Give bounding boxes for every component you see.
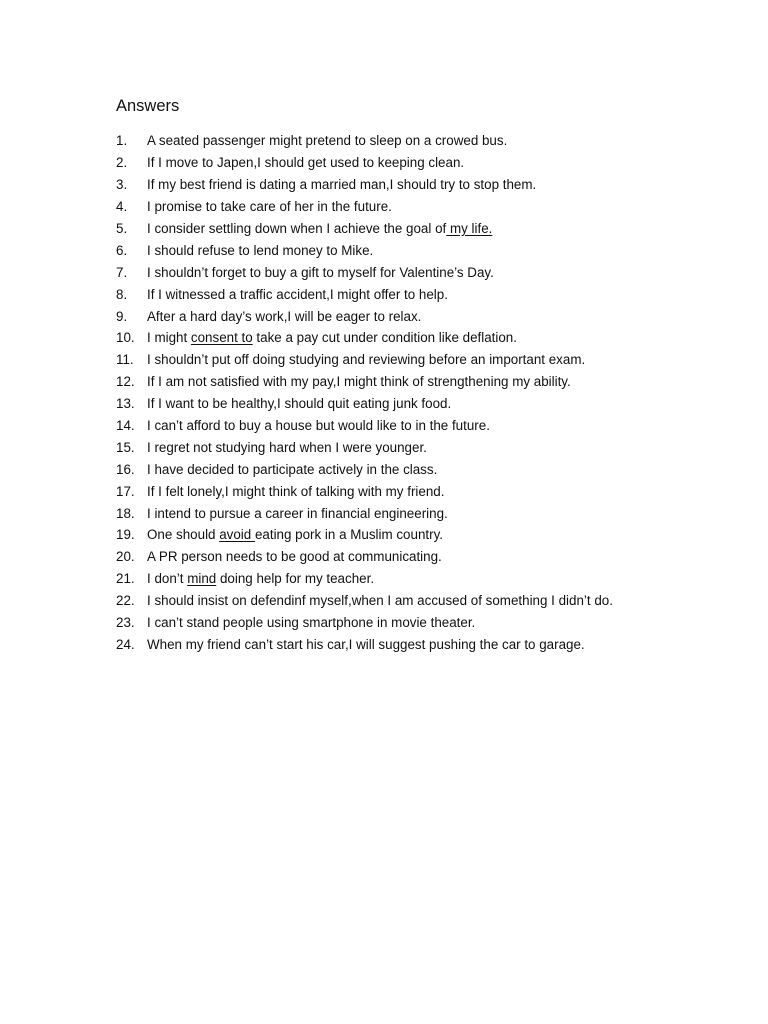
answer-item [116,502,736,524]
answer-item [116,436,736,458]
answer-number: 20. [116,549,135,565]
answer-text-segment: I can’t afford to buy a house but would like to in the future. [147,418,490,434]
answer-text-segment: take a pay cut under condition like deflation. [252,330,517,346]
answer-number: 18. [116,505,135,521]
answer-text-segment: A seated passenger might pretend to sleep on a crowed bus. [147,133,508,149]
answer-text [147,374,571,389]
answer-text-segment: If I witnessed a traffic accident,I might offer to help. [147,286,448,302]
answer-number: 3. [116,177,128,193]
answer-text-segment: One should [147,527,220,543]
answer-number: 12. [116,374,135,390]
answer-text [147,396,451,411]
answer-number: 6. [116,242,128,258]
answer-text [147,221,492,236]
answer-number: 4. [116,199,128,215]
answer-text-segment: When my friend can’t start his car,I will suggest pushing the car to garage. [147,636,585,652]
answer-text-segment: I consider settling down when I achieve the goal of [147,221,447,236]
answer-text-segment: I might [147,330,191,346]
answer-text-segment: After a hard day’s work,I will be eager to relax. [147,308,422,324]
answer-text [147,309,421,324]
answer-number: 11. [116,352,134,368]
answer-item [116,218,736,240]
answer-text [147,571,374,586]
answer-text [147,484,444,499]
answer-number: 17. [116,483,135,499]
answer-text [147,133,507,148]
answer-text-segment: If my best friend is dating a married man,I should try to stop them. [147,177,537,193]
answer-text [147,549,442,564]
answer-item [116,393,736,415]
answer-text-segment: If I want to be healthy,I should quit eating junk food. [147,396,452,412]
answer-text [147,462,437,477]
answer-number: 14. [116,418,135,434]
answer-text-segment: I don’t [147,571,188,587]
answer-text-segment: If I move to Japen,I should get used to keeping clean. [147,155,465,171]
answer-text [147,265,494,280]
underlined-phrase: my life. [446,221,493,236]
answer-text-segment: I intend to pursue a career in financial engineering. [147,505,448,521]
underlined-phrase: mind [187,571,217,587]
answer-text [147,352,585,367]
answer-text [147,287,448,302]
answer-item [116,371,736,393]
answer-text [147,440,427,455]
answer-item [116,239,736,261]
answer-item [116,590,736,612]
answer-item [116,196,736,218]
answer-number: 22. [116,593,135,609]
underlined-phrase: avoid [219,527,255,543]
answer-text [147,177,536,192]
answer-text-segment: A PR person needs to be good at communicating. [147,549,442,565]
answer-text-segment: I should insist on defendinf myself,when I am accused of something I didn’t do. [147,593,613,609]
answer-text-segment: I promise to take care of her in the future. [147,199,392,215]
answer-text-segment: doing help for my teacher. [216,571,375,587]
answer-number: 7. [116,264,128,280]
answer-number: 8. [116,286,128,302]
page-heading: Answers [116,97,180,115]
answer-number: 23. [116,615,135,631]
answer-number: 9. [116,308,128,324]
answer-number: 10. [116,330,135,346]
answer-item [116,174,736,196]
answer-item [116,633,736,655]
answer-number: 13. [116,396,135,412]
answer-item [116,568,736,590]
answer-text [147,527,443,542]
answer-text-segment: If I felt lonely,I might think of talking with my friend. [147,483,445,499]
answer-text-segment: I can’t stand people using smartphone in movie theater. [147,615,476,631]
answer-text [147,615,475,630]
answer-text [147,199,392,214]
answer-text [147,243,373,258]
answer-item [116,524,736,546]
answer-number: 5. [116,221,128,236]
answer-text [147,330,517,345]
answer-text-segment: I shouldn’t forget to buy a gift to myself for Valentine’s Day. [147,264,494,280]
answer-item [116,480,736,502]
answer-item [116,546,736,568]
answer-text-segment: eating pork in a Muslim country. [254,527,443,543]
answer-text [147,637,585,652]
answer-list [116,130,736,655]
answer-item [116,415,736,437]
answer-text [147,506,448,521]
answer-item [116,327,736,349]
answer-number: 2. [116,155,128,171]
answer-text [147,593,613,608]
answer-text-segment: I should refuse to lend money to Mike. [147,242,374,258]
answer-item [116,612,736,634]
answer-text [147,155,464,170]
underlined-phrase: consent to [190,330,253,346]
answer-text-segment: If I am not satisfied with my pay,I might think of strengthening my ability. [147,374,571,390]
answer-item [116,152,736,174]
answer-item [116,130,736,152]
answer-item [116,261,736,283]
answer-number: 15. [116,439,135,455]
answer-number: 1. [116,133,128,149]
answer-number: 19. [116,527,135,543]
answer-item [116,305,736,327]
answer-number: 21. [116,571,135,587]
answer-text-segment: I have decided to participate actively in the class. [147,461,438,477]
answer-text [147,418,490,433]
answer-item [116,349,736,371]
answer-text-segment: I shouldn’t put off doing studying and reviewing before an important exam. [147,352,586,368]
answer-text-segment: I regret not studying hard when I were younger. [147,439,427,455]
answer-item [116,283,736,305]
answer-number: 16. [116,461,135,477]
answer-item [116,458,736,480]
answer-number: 24. [116,636,135,652]
